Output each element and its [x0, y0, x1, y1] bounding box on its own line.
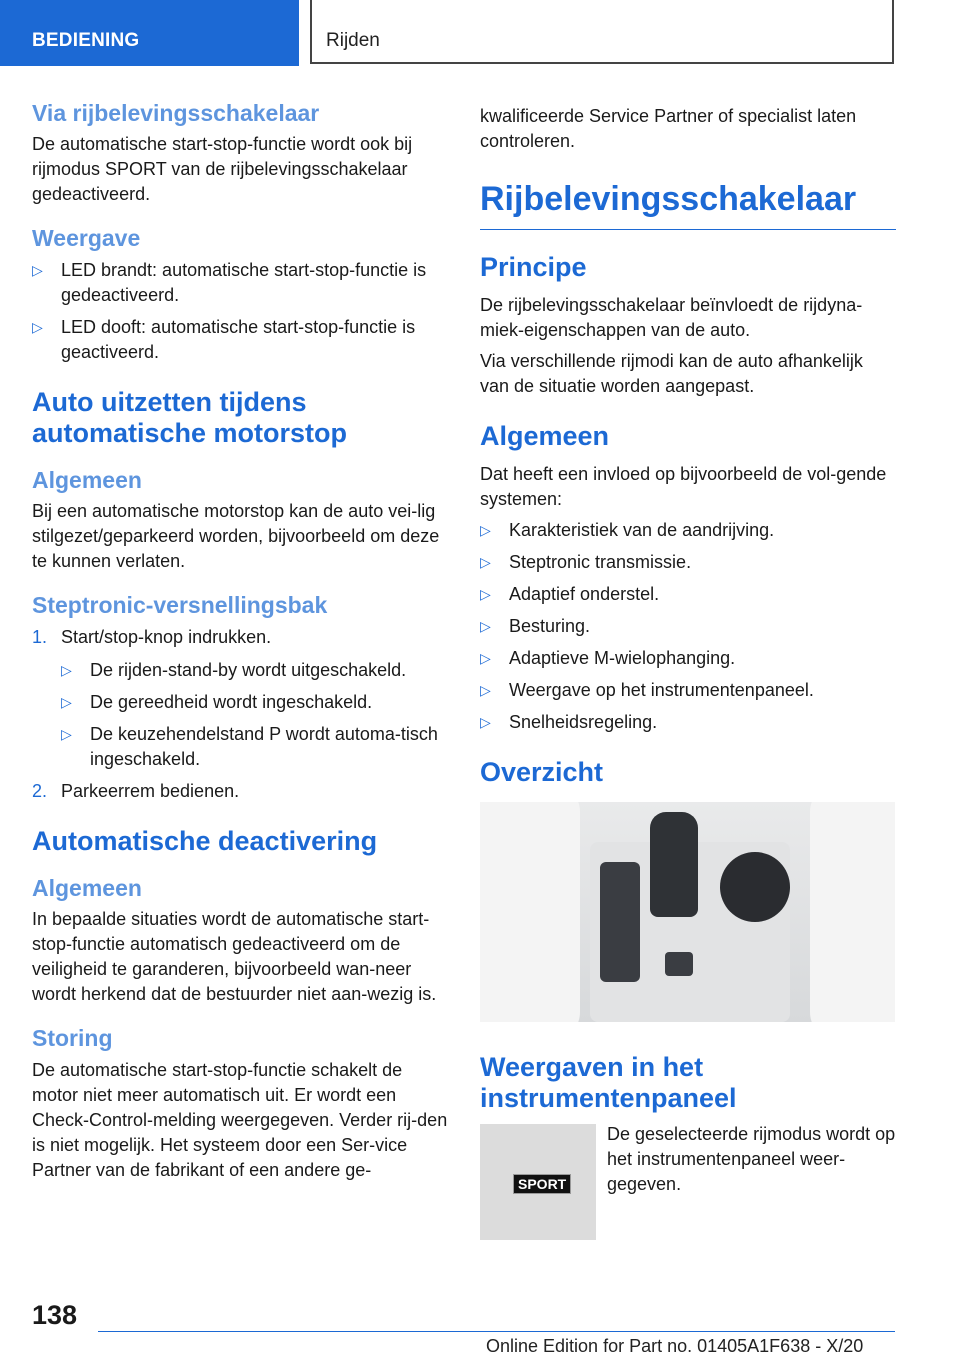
- heading-rijbelevingsschakelaar: Rijbelevingsschakelaar: [480, 180, 896, 230]
- list-item: ▷ Adaptief onderstel.: [480, 582, 896, 607]
- triangle-bullet-icon: ▷: [480, 554, 491, 571]
- step-number: 1.: [32, 626, 48, 647]
- list-item: ▷ Snelheidsregeling.: [480, 710, 896, 735]
- heading-algemeen: Algemeen: [480, 421, 610, 452]
- paragraph-algemeen: Dat heeft een invloed op bijvoorbeeld de vol-gende systemen:: [480, 464, 887, 510]
- step-text: Parkeerrem bedienen.: [61, 780, 240, 801]
- heading-algemeen-1: Algemeen: [32, 466, 142, 493]
- list-item: ▷ LED dooft: automatische start-stop-functie is geactiveerd.: [32, 316, 416, 362]
- heading-via: Via rijbelevingsschakelaar: [32, 100, 320, 126]
- weergave-list: [32, 258, 448, 365]
- right-column: [480, 100, 896, 1244]
- paragraph-algemeen-1: Bij een automatische motorstop kan de auto vei-lig stilgezet/geparkeerd worden, bijvoorbeeld om deze te kunnen verlaten.: [32, 501, 440, 572]
- section-tab-label: BEDIENING: [32, 30, 140, 51]
- paragraph-storing: De automatische start-stop-functie schakelt de motor niet meer automatisch uit. Er wordt een Check-Control-melding weergegeven. Verder rij-den is niet mogelijk. Het systeem door een Ser-vice Partner van de fabrikant of een andere ge-: [32, 1059, 448, 1180]
- parking-brake-button: [665, 952, 693, 976]
- triangle-bullet-icon: ▷: [61, 693, 72, 710]
- list-item: ▷ Besturing.: [480, 614, 896, 639]
- heading-principe: Principe: [480, 252, 587, 283]
- list-item: ▷ Karakteristiek van de aandrijving.: [480, 518, 896, 543]
- systems-list: [480, 518, 896, 735]
- triangle-bullet-icon: ▷: [32, 318, 43, 335]
- switch-panel: [600, 862, 640, 982]
- chapter-tab-label: Rijden: [326, 30, 380, 51]
- list-item: ▷ Steptronic transmissie.: [480, 550, 896, 575]
- paragraph-algemeen-2: In bepaalde situaties wordt de automatische start-stop-functie automatisch gedeactiveerd om de veiligheid te garanderen, bijvoorbeeld wan-neer wordt herkend dat de bestuurder niet aan-wezig is.: [32, 909, 437, 1005]
- triangle-bullet-icon: ▷: [32, 261, 43, 278]
- list-item: ▷ De rijden-stand-by wordt uitgeschakeld.: [61, 658, 448, 683]
- gear-selector: [650, 812, 698, 917]
- list-item: ▷ De keuzehendelstand P wordt automa-tisch ingeschakeld.: [61, 723, 438, 769]
- step-sub-list: [61, 658, 448, 772]
- edition-text: Online Edition for Part no. 01405A1F638 - X/20: [486, 1336, 864, 1356]
- heading-weergave: Weergave: [32, 225, 141, 252]
- list-item: ▷ LED brandt: automatische start-stop-functie is gedeactiveerd.: [32, 259, 427, 305]
- seat-left: [480, 802, 580, 1022]
- steps-list: [32, 625, 448, 804]
- triangle-bullet-icon: ▷: [61, 661, 72, 678]
- sport-label: SPORT: [513, 1174, 571, 1194]
- paragraph-weergaven: De geselecteerde rijmodus wordt op het instrumentenpaneel weer-gegeven.: [607, 1124, 896, 1195]
- triangle-bullet-icon: ▷: [480, 522, 491, 539]
- page-number: 138: [32, 1300, 78, 1330]
- center-console-photo: [480, 802, 895, 1022]
- controller-knob: [720, 852, 790, 922]
- footer-divider: [98, 1331, 895, 1332]
- chapter-tab: [310, 0, 894, 64]
- heading-storing: Storing: [32, 1025, 113, 1052]
- triangle-bullet-icon: ▷: [480, 682, 491, 699]
- heading-deactivering: Automatische deactivering: [32, 825, 378, 856]
- paragraph-principe-2: Via verschillende rijmodi kan de auto afhankelijk van de situatie worden aangepast.: [480, 351, 863, 397]
- triangle-bullet-icon: ▷: [61, 725, 72, 742]
- list-item: ▷ De gereedheid wordt ingeschakeld.: [61, 690, 448, 715]
- paragraph-principe-1: De rijbelevingsschakelaar beïnvloedt de rijdyna-miek-eigenschappen van de auto.: [480, 295, 863, 341]
- heading-steptronic: Steptronic-versnellingsbak: [32, 592, 328, 619]
- triangle-bullet-icon: ▷: [480, 586, 491, 603]
- heading-overzicht: Overzicht: [480, 757, 604, 788]
- sport-display-image: [480, 1124, 596, 1240]
- heading-auto-uitzetten: Auto uitzetten tijdens automatische motorstop: [32, 386, 348, 448]
- heading-algemeen-2: Algemeen: [32, 874, 142, 901]
- triangle-bullet-icon: ▷: [480, 714, 491, 731]
- seat-right: [810, 802, 895, 1022]
- step-item: [32, 625, 448, 772]
- paragraph-via: De automatische start-stop-functie wordt ook bij rijmodus SPORT van de rijbelevingsschakelaar gedeactiveerd.: [32, 134, 413, 205]
- heading-weergaven: Weergaven in het instrumentenpaneel: [480, 1052, 737, 1114]
- step-text: Start/stop-knop indrukken.: [61, 626, 272, 647]
- sport-display-block: [480, 1124, 896, 1244]
- step-item: [32, 779, 448, 804]
- list-item: ▷ Adaptieve M-wielophanging.: [480, 646, 896, 671]
- triangle-bullet-icon: ▷: [480, 618, 491, 635]
- step-number: 2.: [32, 780, 48, 801]
- triangle-bullet-icon: ▷: [480, 650, 491, 667]
- paragraph-continued: kwalificeerde Service Partner of specialist laten controleren.: [480, 106, 857, 151]
- section-tab: [0, 0, 299, 66]
- list-item: ▷ Weergave op het instrumentenpaneel.: [480, 678, 896, 703]
- left-column: [32, 100, 448, 1189]
